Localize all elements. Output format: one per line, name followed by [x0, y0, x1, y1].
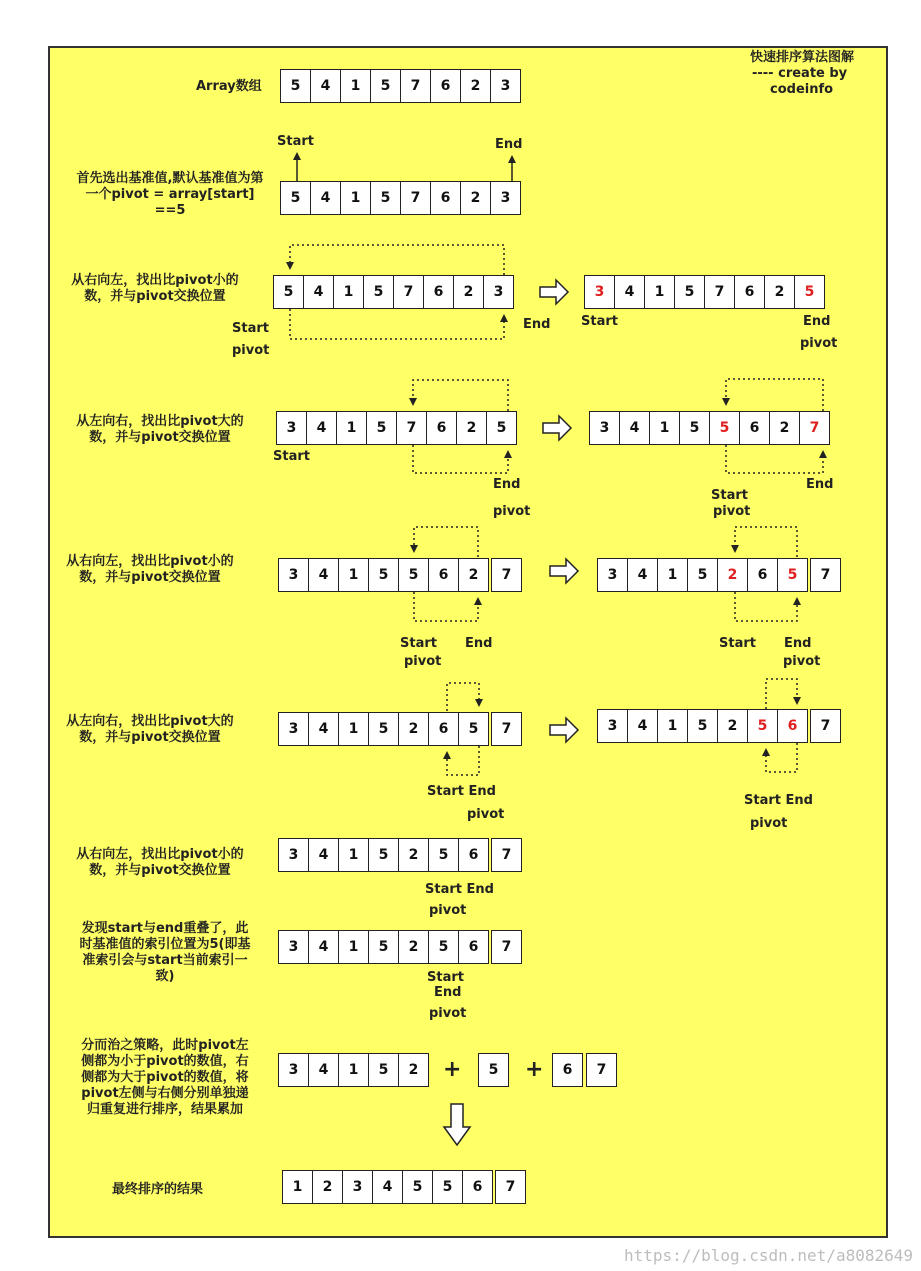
array-cell: 5 — [368, 1053, 399, 1087]
pivot-label: pivot — [429, 1006, 467, 1021]
end-label: End — [523, 317, 551, 332]
array-cell: 7 — [491, 930, 522, 964]
swap-path-top — [735, 527, 797, 557]
array-cell: 5 — [794, 275, 825, 309]
array-cell: 5 — [432, 1170, 463, 1204]
title-line-2: ---- create by — [752, 66, 848, 81]
array-cell: 4 — [308, 838, 339, 872]
transition-arrow — [550, 559, 578, 583]
title-line-3: codeinfo — [770, 82, 834, 97]
array-cell: 4 — [372, 1170, 403, 1204]
array-cell: 7 — [396, 411, 427, 445]
array-cell: 5 — [679, 411, 710, 445]
array-cell: 7 — [393, 275, 424, 309]
array-cell: 4 — [308, 558, 339, 592]
array-cell: 6 — [428, 558, 459, 592]
end-label: End — [495, 137, 523, 152]
array-cell: 6 — [462, 1170, 493, 1204]
start-label: Start — [581, 314, 618, 329]
array-cell: 7 — [495, 1170, 526, 1204]
array-cell: 2 — [769, 411, 800, 445]
array-label: Array数组 — [196, 79, 262, 94]
array-cell: 5 — [709, 411, 740, 445]
array-cell: 2 — [456, 411, 487, 445]
transition-arrow — [550, 718, 578, 742]
array-cell: 5 — [674, 275, 705, 309]
transition-arrow — [540, 280, 568, 304]
title-line-1: 快速排序算法图解 — [750, 50, 855, 65]
array-cell: 7 — [586, 1053, 617, 1087]
swap-path-bottom — [735, 592, 797, 621]
array-cell: 3 — [597, 558, 628, 592]
array-cell: 5 — [402, 1170, 433, 1204]
pivot-label: pivot — [232, 343, 270, 358]
array-cell: 6 — [458, 838, 489, 872]
array-cell: 1 — [336, 411, 367, 445]
array-cell: 1 — [338, 838, 369, 872]
array-cell: 2 — [764, 275, 795, 309]
down-arrow — [444, 1104, 470, 1145]
array-cell: 4 — [627, 558, 658, 592]
array-cell: 3 — [278, 930, 309, 964]
array-cell: 6 — [747, 558, 778, 592]
array-cell: 3 — [490, 69, 521, 103]
watermark: https://blog.csdn.net/a8082649 — [624, 1246, 913, 1265]
array-cell: 6 — [458, 930, 489, 964]
array-cell: 7 — [810, 709, 841, 743]
array-cell: 5 — [368, 558, 399, 592]
plus-sign: + — [525, 1057, 544, 1082]
array-cell: 2 — [460, 181, 491, 215]
end-label: End — [434, 985, 462, 1000]
step-6-text: 从右向左，找出比pivot小的 数，并与pivot交换位置 — [76, 847, 244, 878]
array-cell: 3 — [342, 1170, 373, 1204]
array-cell: 1 — [338, 1053, 369, 1087]
start-label: Start — [400, 636, 437, 651]
array-cell: 5 — [747, 709, 778, 743]
array-cell: 4 — [308, 712, 339, 746]
array-cell: 3 — [490, 181, 521, 215]
array-cell: 4 — [627, 709, 658, 743]
array-cell: 5 — [687, 709, 718, 743]
start-end-label: Start End — [744, 793, 813, 808]
pivot-label: pivot — [404, 654, 442, 669]
step-5-text: 从左向右，找出比pivot大的 数，并与pivot交换位置 — [66, 714, 234, 745]
array-cell: 4 — [619, 411, 650, 445]
start-end-label: Start End — [427, 784, 496, 799]
array-cell: 5 — [280, 181, 311, 215]
pivot-label: pivot — [713, 504, 751, 519]
array-cell: 6 — [428, 712, 459, 746]
array-cell: 7 — [799, 411, 830, 445]
array-cell: 4 — [310, 181, 341, 215]
array-cell: 4 — [303, 275, 334, 309]
array-cell: 4 — [308, 1053, 339, 1087]
start-label: Start — [232, 321, 269, 336]
start-label: Start — [427, 970, 464, 985]
array-cell: 2 — [398, 838, 429, 872]
array-cell: 1 — [282, 1170, 313, 1204]
array-cell: 1 — [338, 558, 369, 592]
array-cell: 7 — [810, 558, 841, 592]
array-cell: 2 — [398, 712, 429, 746]
swap-path-top — [726, 379, 823, 411]
array-cell: 1 — [649, 411, 680, 445]
swap-path-bottom — [414, 592, 478, 621]
array-cell: 1 — [644, 275, 675, 309]
array-cell: 7 — [704, 275, 735, 309]
array-cell: 3 — [278, 1053, 309, 1087]
array-cell: 1 — [338, 712, 369, 746]
pivot-label: pivot — [783, 654, 821, 669]
array-cell: 3 — [597, 709, 628, 743]
array-cell: 7 — [491, 558, 522, 592]
array-cell: 1 — [657, 709, 688, 743]
step-2-text: 从右向左，找出比pivot小的 数，并与pivot交换位置 — [71, 273, 239, 304]
array-cell: 2 — [458, 558, 489, 592]
array-cell: 6 — [426, 411, 457, 445]
array-cell: 2 — [398, 1053, 429, 1087]
start-label: Start — [719, 636, 756, 651]
array-cell: 5 — [458, 712, 489, 746]
plus-sign: + — [443, 1057, 462, 1082]
array-cell: 6 — [430, 181, 461, 215]
array-cell: 6 — [552, 1053, 583, 1087]
pivot-label: pivot — [429, 903, 467, 918]
array-cell: 7 — [491, 712, 522, 746]
pivot-label: pivot — [493, 504, 531, 519]
array-cell: 6 — [777, 709, 808, 743]
start-label: Start — [711, 488, 748, 503]
array-cell: 5 — [428, 838, 459, 872]
array-cell: 6 — [734, 275, 765, 309]
end-label: End — [493, 477, 521, 492]
array-cell: 5 — [363, 275, 394, 309]
array-cell: 1 — [657, 558, 688, 592]
array-cell: 2 — [460, 69, 491, 103]
swap-path-top — [447, 683, 479, 711]
array-cell: 4 — [306, 411, 337, 445]
array-cell: 4 — [614, 275, 645, 309]
array-cell: 2 — [717, 558, 748, 592]
array-cell: 7 — [491, 838, 522, 872]
array-cell: 5 — [486, 411, 517, 445]
array-cell: 6 — [739, 411, 770, 445]
swap-path-bottom — [726, 445, 823, 473]
array-cell: 2 — [398, 930, 429, 964]
array-cell: 1 — [340, 69, 371, 103]
array-cell: 3 — [584, 275, 615, 309]
step-1-text: 首先选出基准值,默认基准值为第 一个pivot = array[start] ==5 — [76, 171, 264, 218]
array-cell: 1 — [338, 930, 369, 964]
array-cell: 3 — [278, 712, 309, 746]
start-label: Start — [273, 449, 310, 464]
pivot-label: pivot — [800, 336, 838, 351]
swap-path-bottom — [413, 445, 508, 473]
array-cell: 5 — [366, 411, 397, 445]
step-4-text: 从右向左，找出比pivot小的 数，并与pivot交换位置 — [66, 554, 234, 585]
array-cell: 5 — [273, 275, 304, 309]
array-cell: 5 — [370, 69, 401, 103]
swap-path-bottom — [766, 743, 797, 772]
array-cell: 5 — [368, 930, 399, 964]
array-cell: 5 — [687, 558, 718, 592]
array-cell: 3 — [483, 275, 514, 309]
array-cell: 3 — [276, 411, 307, 445]
array-cell: 3 — [278, 838, 309, 872]
array-cell: 5 — [398, 558, 429, 592]
array-cell: 3 — [589, 411, 620, 445]
array-cell: 6 — [430, 69, 461, 103]
end-label: End — [465, 636, 493, 651]
end-label: End — [803, 314, 831, 329]
swap-path-top — [290, 245, 504, 275]
transition-arrow — [543, 416, 571, 440]
array-cell: 5 — [478, 1053, 509, 1087]
array-cell: 5 — [280, 69, 311, 103]
swap-path-top — [414, 527, 478, 557]
end-label: End — [806, 477, 834, 492]
array-cell: 1 — [340, 181, 371, 215]
swap-path-top — [766, 679, 797, 709]
swap-path-top — [413, 380, 508, 411]
array-cell: 7 — [400, 181, 431, 215]
start-label: Start — [277, 134, 314, 149]
swap-path-bottom — [290, 309, 504, 339]
step-7-text: 发现start与end重叠了，此 时基准值的索引位置为5(即基 准索引会与start当前索引一 致) — [79, 921, 251, 984]
final-text: 最终排序的结果 — [112, 1182, 204, 1197]
array-cell: 7 — [400, 69, 431, 103]
start-end-label: Start End — [425, 882, 494, 897]
array-cell: 6 — [423, 275, 454, 309]
array-cell: 5 — [368, 712, 399, 746]
array-cell: 2 — [717, 709, 748, 743]
array-cell: 4 — [308, 930, 339, 964]
swap-path-bottom — [447, 746, 479, 775]
array-cell: 2 — [312, 1170, 343, 1204]
pivot-label: pivot — [467, 807, 505, 822]
array-cell: 3 — [278, 558, 309, 592]
array-cell: 5 — [370, 181, 401, 215]
array-cell: 1 — [333, 275, 364, 309]
pivot-label: pivot — [750, 816, 788, 831]
step-3-text: 从左向右，找出比pivot大的 数，并与pivot交换位置 — [76, 414, 244, 445]
end-label: End — [784, 636, 812, 651]
array-cell: 2 — [453, 275, 484, 309]
array-cell: 5 — [368, 838, 399, 872]
array-cell: 5 — [777, 558, 808, 592]
step-8-text: 分而治之策略，此时pivot左 侧都为小于pivot的数值，右 侧都为大于pivot的数值，将 pivot左侧与右侧分别单独递 归重复进行排序，结果累加 — [81, 1038, 249, 1117]
array-cell: 4 — [310, 69, 341, 103]
array-cell: 5 — [428, 930, 459, 964]
